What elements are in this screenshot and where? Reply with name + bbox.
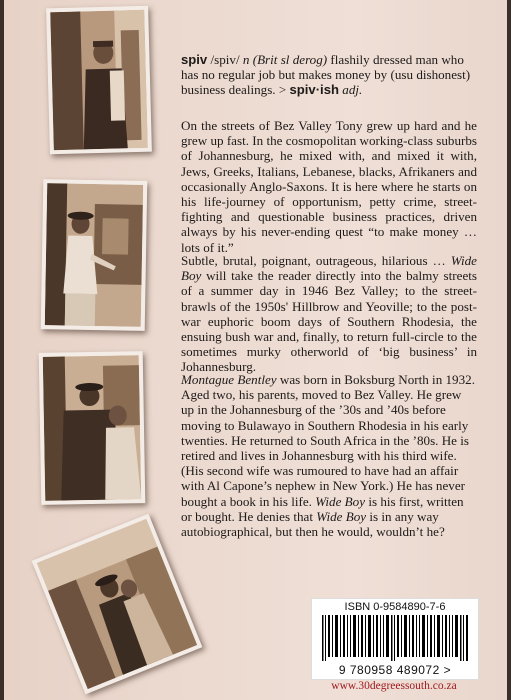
p2-title: Wide Boy [181,253,477,284]
photo-man-with-hat [41,179,148,331]
p2-rest: will take the reader directly into the balmy streets of a summer day in 1946 Bez Valley; to the street-brawls of the 1950s' Hillbrow and Yeoville; to the post-war euphoric boom days of Southern Rhodesia, the ensuing bush war and, finally, to return full-circle to the sometimes murky otherworld of ‘big business’ in Johannesburg. [181,268,477,375]
barcode-suffix: > [443,663,452,677]
definition-pronunciation: /spiv/ [210,52,240,67]
photo-couple-in-street [32,514,203,695]
barcode-digits: 9 780958 489072 [338,663,440,677]
definition-headword: spiv [181,52,208,67]
barcode-icon [322,615,470,661]
book-edge-right [507,0,511,700]
definition-part-of-speech: n [242,52,250,67]
photo-men-walking [39,351,146,505]
back-cover [4,0,507,700]
publisher-website: www.30degreessouth.co.za [331,680,457,692]
definition-derived: spiv·ish [289,82,339,98]
definition-text-2: dishonest) business dealings. > [181,67,471,98]
isbn-label: ISBN 0-9584890-7-6 [344,601,446,613]
definition-derived-pos: adj. [342,82,363,98]
blurb-paragraph-1: On the streets of Bez Valley Tony grew up hard and he grew up fast. In the cosmopolitan working-class suburbs of Johannesburg, he mixed with, and mixed it with, Jews, Greeks, Italians, Lebanese, blacks, Afrikaners and occasionally Anglo-Saxons. It is here where he starts on his life-journey of opportunism, petty crime, street-fighting and questionable business practices, driven always by his never-ending quest “to make money … lots of it.” [181,118,478,255]
author-bio [181,372,477,539]
author-name: Montague Bentley [181,372,277,387]
bio-part-a: was born in Boksburg North in 1932. Aged two, his parents, moved to Bez Valley. He grew up in the Johannesburg of the ’30s and ’40s before moving to Bulawayo in Southern Rhodesia in his early twenties. He returned to South Africa in the ’80s. He is retired and lives in Johannesburg with his third wife. (His second wife was rumoured to have had an affair with Al Capone’s nephew in New York.) He has never bought a book in his life. [181,372,475,509]
photo-man-at-doorway [46,6,152,155]
bio-part-c: is in any way autobiographical, but then he would, wouldn’t he? [181,508,445,540]
bio-title-1: Wide Boy [315,493,366,509]
dictionary-definition [181,52,477,98]
blurb-paragraph-2 [181,253,477,375]
barcode-number [312,663,478,677]
p2-start: Subtle, brutal, poignant, outrageous, hilarious … [181,253,446,268]
definition-usu: (usu [390,67,414,83]
isbn-barcode-box [311,598,479,680]
bio-title-2: Wide Boy [316,508,367,524]
definition-label: (Brit sl derog) [252,52,328,67]
bio-part-b: is his first, written or bought. He denies that [181,493,464,524]
definition-text: flashily dressed man who has no regular job but makes money by [181,52,464,83]
